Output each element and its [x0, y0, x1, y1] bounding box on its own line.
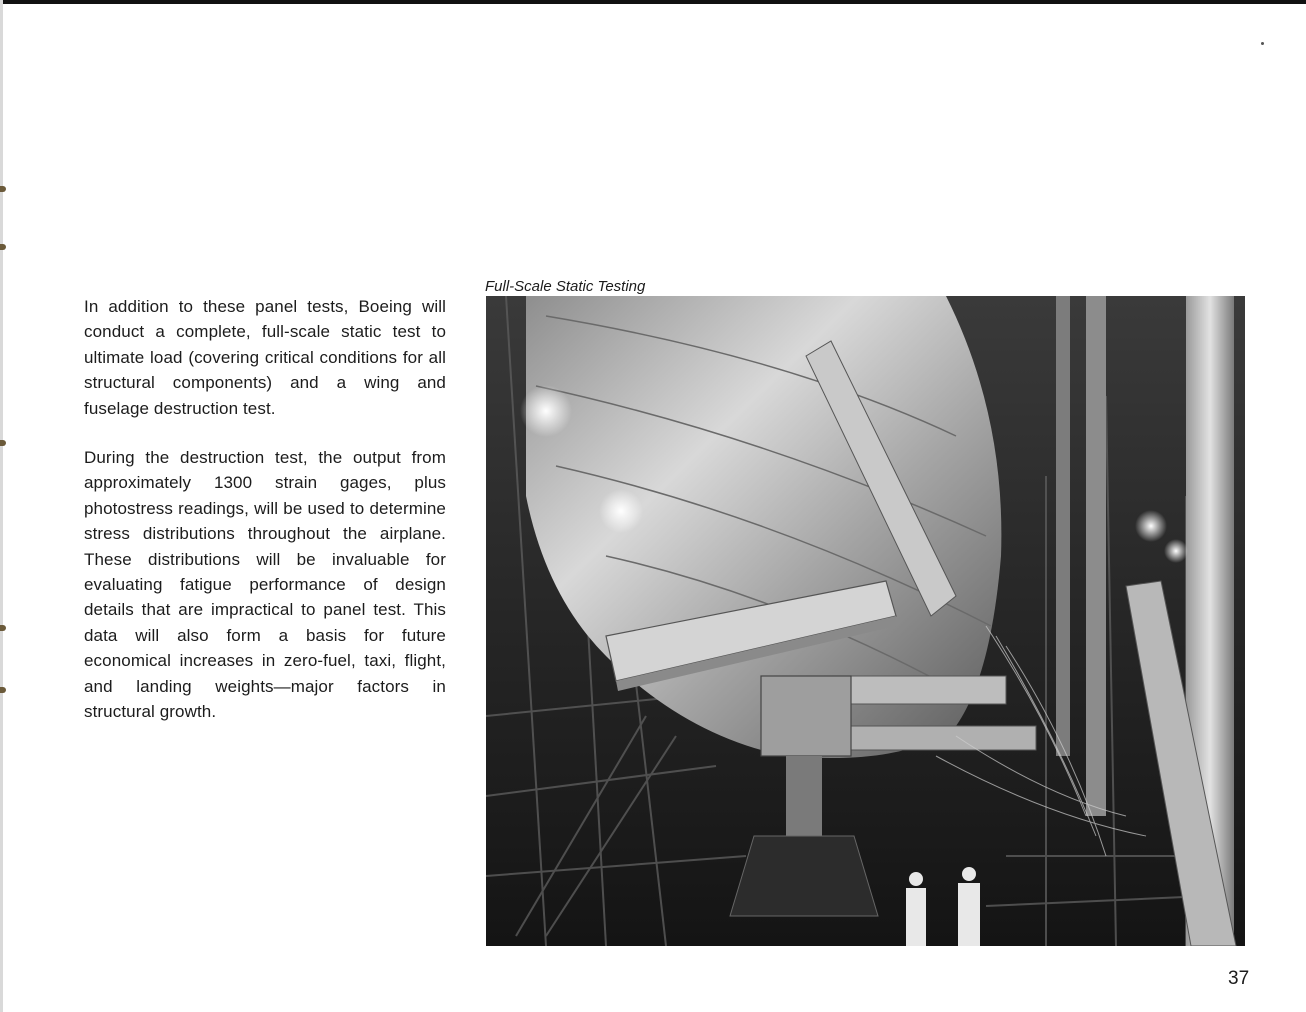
- page-binding-edge: [0, 0, 3, 1012]
- body-text-column: [84, 294, 446, 749]
- print-speck: [1261, 42, 1264, 45]
- figure-photo: [486, 296, 1245, 946]
- page-top-edge: [0, 0, 1306, 4]
- binding-mark: [0, 440, 6, 446]
- binding-mark: [0, 625, 6, 631]
- figure-caption: Full-Scale Static Testing: [485, 278, 646, 295]
- binding-mark: [0, 687, 6, 693]
- static-test-photo-illustration: [486, 296, 1245, 946]
- binding-mark: [0, 186, 6, 192]
- page-number: 37: [1228, 968, 1250, 989]
- body-paragraph: During the destruction test, the output from approximately 1300 strain gages, plus photostress readings, will be used to determine stress distributions throughout the airplane. These distributions will be invaluable for evaluating fatigue performance of design details that are impractical to panel test. This data will also form a basis for future economical increases in zero-fuel, taxi, flight, and landing weights—major factors in structural growth.: [84, 448, 446, 722]
- body-paragraph: In addition to these panel tests, Boeing will conduct a complete, full-scale static test to ultimate load (covering critical conditions for all structural components) and a wing and fuselage destruction test.: [84, 297, 446, 418]
- binding-mark: [0, 244, 6, 250]
